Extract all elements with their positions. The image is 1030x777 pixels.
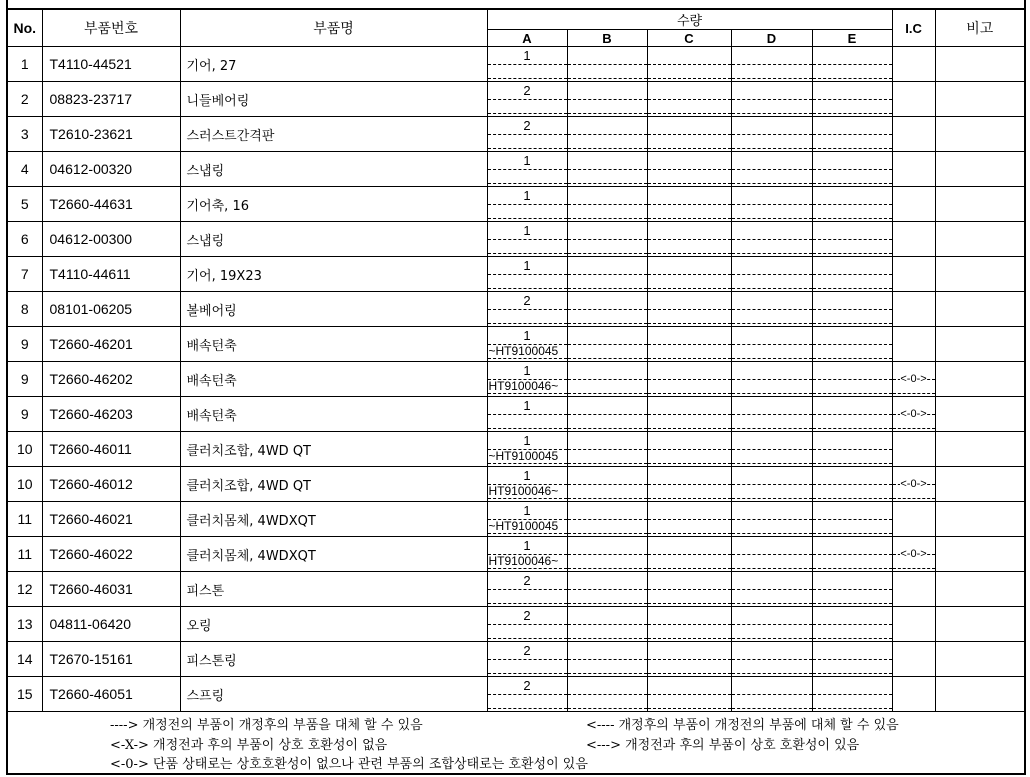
qty-value: 1: [523, 258, 531, 273]
row-qty-c: [647, 292, 731, 327]
row-qty-c: [647, 677, 731, 712]
row-qty-d: [731, 397, 812, 432]
serial-range: ~HT9100045: [488, 519, 559, 533]
row-qty-c: [647, 187, 731, 222]
row-qty-b: [567, 397, 647, 432]
row-qty-e: [812, 677, 892, 712]
row-qty-a: [487, 187, 567, 222]
row-qty-a: [487, 537, 567, 572]
qty-value: 1: [523, 153, 531, 168]
row-qty-a: [487, 47, 567, 82]
row-qty-d: [731, 327, 812, 362]
row-part-no: 08101-06205: [42, 292, 180, 327]
row-qty-c: [647, 572, 731, 607]
row-no: 12: [8, 572, 42, 607]
row-ic: [892, 82, 935, 117]
row-ic: [892, 397, 935, 432]
row-part-no: T2660-46012: [42, 467, 180, 502]
row-part-no: T2660-46021: [42, 502, 180, 537]
row-remarks: [935, 222, 1024, 257]
row-qty-d: [731, 222, 812, 257]
row-qty-d: [731, 117, 812, 152]
row-ic: [892, 257, 935, 292]
row-qty-c: [647, 467, 731, 502]
qty-value: 1: [523, 538, 531, 553]
row-qty-d: [731, 362, 812, 397]
row-remarks: [935, 152, 1024, 187]
table-row: [8, 327, 1024, 362]
table-row: [8, 397, 1024, 432]
row-qty-b: [567, 117, 647, 152]
row-qty-d: [731, 187, 812, 222]
row-qty-d: [731, 467, 812, 502]
row-qty-d: [731, 47, 812, 82]
row-part-name: 스프링: [180, 677, 487, 712]
row-part-no: 04612-00300: [42, 222, 180, 257]
row-qty-d: [731, 152, 812, 187]
row-no: 15: [8, 677, 42, 712]
row-part-no: T2660-46203: [42, 397, 180, 432]
qty-value: 2: [523, 83, 531, 98]
row-remarks: [935, 257, 1024, 292]
parts-sheet: [6, 0, 1026, 775]
qty-value: 1: [523, 468, 531, 483]
row-qty-c: [647, 642, 731, 677]
row-qty-e: [812, 187, 892, 222]
row-qty-b: [567, 607, 647, 642]
legend-interchangeable: <---> 개정전과 후의 부품이 상호 호환성이 있음: [586, 738, 860, 753]
row-qty-c: [647, 82, 731, 117]
row-part-name: 기어축, 16: [180, 187, 487, 222]
row-part-name: 기어, 19X23: [180, 257, 487, 292]
row-no: 2: [8, 82, 42, 117]
row-qty-e: [812, 642, 892, 677]
row-ic: [892, 362, 935, 397]
row-ic: [892, 47, 935, 82]
row-part-name: 기어, 27: [180, 47, 487, 82]
row-qty-b: [567, 537, 647, 572]
row-part-no: T2660-46011: [42, 432, 180, 467]
row-part-name: 니들베어링: [180, 82, 487, 117]
qty-value: 2: [523, 573, 531, 588]
row-qty-a: [487, 82, 567, 117]
header-col-e: E: [812, 30, 892, 47]
legend: [8, 713, 1024, 773]
row-no: 8: [8, 292, 42, 327]
row-qty-d: [731, 502, 812, 537]
row-qty-e: [812, 467, 892, 502]
row-qty-a: [487, 572, 567, 607]
row-ic: [892, 502, 935, 537]
row-ic: [892, 572, 935, 607]
row-remarks: [935, 327, 1024, 362]
row-ic: [892, 537, 935, 572]
row-qty-e: [812, 432, 892, 467]
qty-value: 1: [523, 363, 531, 378]
row-qty-b: [567, 502, 647, 537]
qty-value: 1: [523, 503, 531, 518]
serial-range: HT9100046~: [488, 379, 559, 393]
row-qty-e: [812, 222, 892, 257]
row-part-no: T2660-46022: [42, 537, 180, 572]
row-remarks: [935, 537, 1024, 572]
table-row: [8, 257, 1024, 292]
table-row: [8, 537, 1024, 572]
row-no: 7: [8, 257, 42, 292]
header-col-c: C: [647, 30, 731, 47]
qty-value: 2: [523, 678, 531, 693]
row-remarks: [935, 642, 1024, 677]
row-qty-c: [647, 257, 731, 292]
qty-value: 2: [523, 118, 531, 133]
row-remarks: [935, 292, 1024, 327]
header-ic: I.C: [892, 10, 935, 47]
parts-table-body: [8, 47, 1024, 712]
row-qty-a: [487, 397, 567, 432]
qty-value: 1: [523, 328, 531, 343]
table-row: [8, 82, 1024, 117]
row-qty-c: [647, 327, 731, 362]
row-no: 5: [8, 187, 42, 222]
row-qty-d: [731, 257, 812, 292]
row-remarks: [935, 607, 1024, 642]
row-part-name: 배속턴축: [180, 397, 487, 432]
row-qty-d: [731, 82, 812, 117]
row-qty-c: [647, 502, 731, 537]
row-part-name: 클러치몸체, 4WDXQT: [180, 537, 487, 572]
table-row: [8, 292, 1024, 327]
legend-not-interchangeable: <-X-> 개정전과 후의 부품이 상호 호환성이 없음: [110, 738, 388, 753]
header-col-d: D: [731, 30, 812, 47]
header-part-name: 부품명: [180, 10, 487, 47]
row-qty-b: [567, 432, 647, 467]
row-qty-a: [487, 152, 567, 187]
header-remarks: 비고: [935, 10, 1024, 47]
row-qty-a: [487, 642, 567, 677]
row-part-no: T4110-44521: [42, 47, 180, 82]
table-row: [8, 502, 1024, 537]
table-row: [8, 152, 1024, 187]
row-ic: [892, 222, 935, 257]
row-qty-b: [567, 292, 647, 327]
row-remarks: [935, 502, 1024, 537]
row-ic: [892, 117, 935, 152]
row-remarks: [935, 362, 1024, 397]
row-qty-a: [487, 467, 567, 502]
row-part-name: 배속턴축: [180, 327, 487, 362]
row-part-no: T2660-44631: [42, 187, 180, 222]
row-ic: [892, 642, 935, 677]
row-part-no: T2670-15161: [42, 642, 180, 677]
legend-assembly-interchangeable: <-0-> 단품 상태로는 상호호환성이 없으나 관련 부품의 조합상태로는 호환성이 있음: [110, 757, 588, 772]
row-qty-b: [567, 572, 647, 607]
row-qty-e: [812, 257, 892, 292]
row-no: 11: [8, 502, 42, 537]
serial-range: HT9100046~: [488, 484, 559, 498]
row-qty-d: [731, 572, 812, 607]
table-row: [8, 117, 1024, 152]
row-qty-e: [812, 502, 892, 537]
row-part-no: 08823-23717: [42, 82, 180, 117]
qty-value: 2: [523, 608, 531, 623]
ic-code: <-0->: [900, 478, 927, 490]
qty-value: 1: [523, 433, 531, 448]
row-part-no: T2660-46201: [42, 327, 180, 362]
header-quantity: 수량: [487, 10, 892, 30]
header-part-no: 부품번호: [42, 10, 180, 47]
header-col-a: A: [487, 30, 567, 47]
row-qty-e: [812, 152, 892, 187]
row-remarks: [935, 572, 1024, 607]
row-no: 4: [8, 152, 42, 187]
table-row: [8, 47, 1024, 82]
row-qty-b: [567, 642, 647, 677]
parts-table: [8, 10, 1024, 712]
row-ic: [892, 327, 935, 362]
row-qty-d: [731, 607, 812, 642]
row-part-name: 오링: [180, 607, 487, 642]
row-qty-b: [567, 187, 647, 222]
row-qty-d: [731, 432, 812, 467]
row-qty-c: [647, 152, 731, 187]
row-qty-b: [567, 152, 647, 187]
row-qty-a: [487, 432, 567, 467]
row-no: 9: [8, 362, 42, 397]
table-row: [8, 432, 1024, 467]
row-ic: [892, 607, 935, 642]
row-qty-d: [731, 677, 812, 712]
row-no: 14: [8, 642, 42, 677]
row-remarks: [935, 117, 1024, 152]
row-ic: [892, 187, 935, 222]
table-row: [8, 572, 1024, 607]
row-qty-e: [812, 82, 892, 117]
legend-replace-backward: <---- 개정후의 부품이 개정전의 부품에 대체 할 수 있음: [586, 718, 899, 733]
row-qty-a: [487, 362, 567, 397]
row-qty-c: [647, 397, 731, 432]
row-qty-e: [812, 572, 892, 607]
row-no: 3: [8, 117, 42, 152]
row-remarks: [935, 82, 1024, 117]
row-qty-e: [812, 292, 892, 327]
serial-range: ~HT9100045: [488, 344, 559, 358]
row-part-no: T2660-46202: [42, 362, 180, 397]
row-part-name: 피스톤: [180, 572, 487, 607]
row-qty-b: [567, 47, 647, 82]
row-qty-b: [567, 467, 647, 502]
table-row: [8, 467, 1024, 502]
row-qty-b: [567, 82, 647, 117]
row-no: 6: [8, 222, 42, 257]
row-qty-e: [812, 537, 892, 572]
row-qty-b: [567, 327, 647, 362]
row-no: 1: [8, 47, 42, 82]
row-remarks: [935, 677, 1024, 712]
row-qty-c: [647, 47, 731, 82]
header-col-b: B: [567, 30, 647, 47]
row-part-name: 스냅링: [180, 152, 487, 187]
row-qty-e: [812, 117, 892, 152]
row-qty-a: [487, 677, 567, 712]
row-qty-e: [812, 47, 892, 82]
table-row: [8, 677, 1024, 712]
row-qty-e: [812, 327, 892, 362]
qty-value: 2: [523, 293, 531, 308]
row-part-no: T2660-46051: [42, 677, 180, 712]
table-row: [8, 222, 1024, 257]
row-ic: [892, 677, 935, 712]
row-qty-d: [731, 292, 812, 327]
table-row: [8, 187, 1024, 222]
row-remarks: [935, 187, 1024, 222]
ic-code: <-0->: [900, 548, 927, 560]
row-qty-e: [812, 397, 892, 432]
row-part-name: 배속턴축: [180, 362, 487, 397]
row-qty-b: [567, 257, 647, 292]
qty-value: 1: [523, 188, 531, 203]
row-ic: [892, 152, 935, 187]
row-qty-e: [812, 362, 892, 397]
row-part-name: 클러치조합, 4WD QT: [180, 467, 487, 502]
row-qty-a: [487, 607, 567, 642]
row-qty-e: [812, 607, 892, 642]
row-qty-b: [567, 362, 647, 397]
row-no: 10: [8, 467, 42, 502]
row-part-name: 스냅링: [180, 222, 487, 257]
row-qty-a: [487, 257, 567, 292]
qty-value: 2: [523, 643, 531, 658]
table-row: [8, 607, 1024, 642]
row-part-name: 볼베어링: [180, 292, 487, 327]
row-qty-c: [647, 362, 731, 397]
row-qty-c: [647, 432, 731, 467]
header-no: No.: [8, 10, 42, 47]
row-no: 9: [8, 397, 42, 432]
row-remarks: [935, 467, 1024, 502]
qty-value: 1: [523, 223, 531, 238]
ic-code: <-0->: [900, 373, 927, 385]
row-qty-a: [487, 292, 567, 327]
row-no: 11: [8, 537, 42, 572]
row-part-no: 04612-00320: [42, 152, 180, 187]
row-qty-a: [487, 222, 567, 257]
row-part-name: 클러치몸체, 4WDXQT: [180, 502, 487, 537]
row-qty-c: [647, 607, 731, 642]
row-qty-d: [731, 537, 812, 572]
qty-value: 1: [523, 48, 531, 63]
row-no: 9: [8, 327, 42, 362]
row-ic: [892, 292, 935, 327]
qty-value: 1: [523, 398, 531, 413]
row-ic: [892, 432, 935, 467]
legend-replace-forward: ----> 개정전의 부품이 개정후의 부품을 대체 할 수 있음: [110, 718, 423, 733]
table-row: [8, 362, 1024, 397]
row-qty-a: [487, 117, 567, 152]
row-qty-c: [647, 222, 731, 257]
row-qty-c: [647, 117, 731, 152]
row-part-name: 클러치조합, 4WD QT: [180, 432, 487, 467]
row-part-no: 04811-06420: [42, 607, 180, 642]
row-remarks: [935, 47, 1024, 82]
row-remarks: [935, 397, 1024, 432]
ic-code: <-0->: [900, 408, 927, 420]
row-qty-b: [567, 677, 647, 712]
serial-range: HT9100046~: [488, 554, 559, 568]
table-row: [8, 642, 1024, 677]
row-part-no: T2660-46031: [42, 572, 180, 607]
row-qty-b: [567, 222, 647, 257]
row-part-no: T4110-44611: [42, 257, 180, 292]
row-no: 10: [8, 432, 42, 467]
row-no: 13: [8, 607, 42, 642]
row-qty-a: [487, 327, 567, 362]
row-part-name: 스러스트간격판: [180, 117, 487, 152]
serial-range: ~HT9100045: [488, 449, 559, 463]
row-part-name: 피스톤링: [180, 642, 487, 677]
row-remarks: [935, 432, 1024, 467]
row-qty-c: [647, 537, 731, 572]
row-qty-d: [731, 642, 812, 677]
row-ic: [892, 467, 935, 502]
row-part-no: T2610-23621: [42, 117, 180, 152]
row-qty-a: [487, 502, 567, 537]
